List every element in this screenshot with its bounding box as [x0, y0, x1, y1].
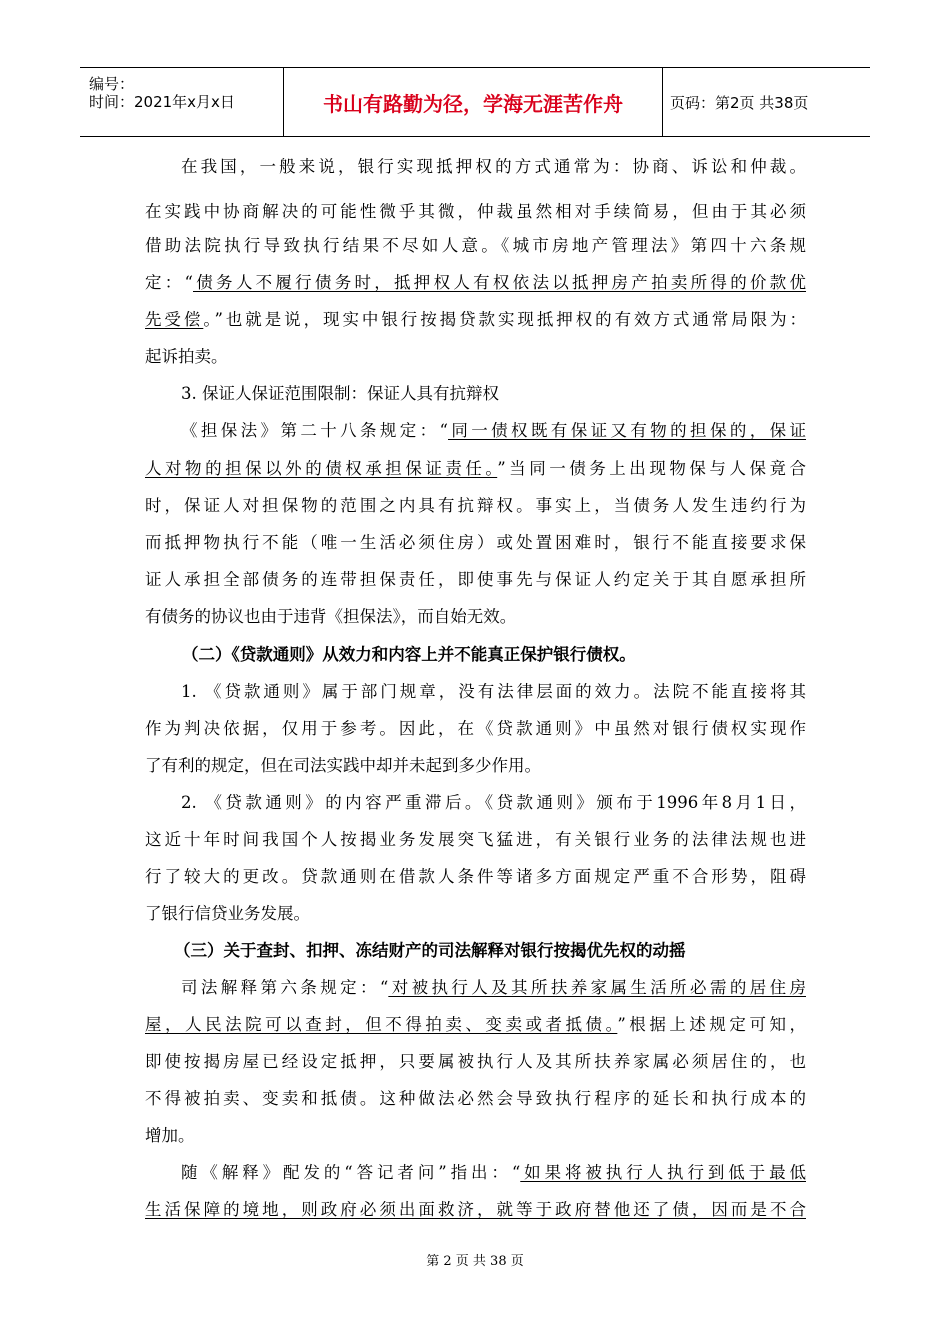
paragraph-line: 而抵押物执行不能（唯一生活必须住房）或处置困难时，银行不能直接要求保: [145, 533, 806, 552]
quoted-law-text: 屋，人民法院可以查封，但不得拍卖、变卖或者抵债。: [145, 1015, 618, 1034]
paragraph-line: 增加。: [145, 1126, 195, 1145]
paragraph-line: 1. 《贷款通则》属于部门规章，没有法律层面的效力。法院不能直接将其: [181, 682, 806, 701]
text-span: 定：“: [145, 273, 193, 292]
paragraph-line: 了银行信贷业务发展。: [145, 904, 310, 923]
text-span: 随《解释》配发的“答记者问”指出：“: [181, 1163, 521, 1182]
paragraph-line: 了有利的规定，但在司法实践中却并未起到多少作用。: [145, 756, 541, 775]
section-heading: （三）关于查封、扣押、冻结财产的司法解释对银行按揭优先权的动摇: [174, 941, 686, 960]
header-page-info: 页码：第2页 共38页: [670, 93, 809, 112]
quoted-law-text: 同一债权既有保证又有物的担保的，保证: [448, 421, 807, 440]
paragraph-line: 借助法院执行导致执行结果不尽如人意。《城市房地产管理法》第四十六条规: [145, 236, 806, 255]
paragraph-line: 作为判决依据，仅用于参考。因此，在《贷款通则》中虽然对银行债权实现作: [145, 719, 806, 738]
paragraph-line: [145, 309, 806, 331]
paragraph-line: [181, 1162, 806, 1184]
paragraph-line: 在实践中协商解决的可能性微乎其微，仲裁虽然相对手续简易，但由于其必须: [145, 202, 806, 221]
paragraph-line: [181, 420, 806, 442]
header-motto: 书山有路勤为径，学海无涯苦作舟: [284, 68, 663, 136]
paragraph-line: 2. 《贷款通则》的内容严重滞后。《贷款通则》颁布于1996年8月1日，: [181, 793, 806, 812]
quoted-law-text: 人对物的担保以外的债权承担保证责任。: [145, 459, 498, 478]
paragraph-line: [145, 1199, 806, 1221]
paragraph-line: 有债务的协议也由于违背《担保法》，而自始无效。: [145, 607, 517, 626]
section-heading: （二）《贷款通则》从效力和内容上并不能真正保护银行债权。: [182, 645, 636, 664]
paragraph-line: 这近十年时间我国个人按揭业务发展突飞猛进，有关银行业务的法律法规也进: [145, 830, 806, 849]
section-subheading: 3. 保证人保证范围限制：保证人具有抗辩权: [181, 384, 499, 403]
text-span: 。”也就是说，现实中银行按揭贷款实现抵押权的有效方式通常局限为：: [203, 310, 807, 329]
quoted-law-text: 先受偿: [145, 310, 204, 329]
paragraph-line: [145, 1014, 806, 1036]
paragraph-line: 起诉拍卖。: [145, 347, 228, 366]
paragraph-line: [145, 272, 806, 294]
paragraph-line: 即使按揭房屋已经设定抵押，只要属被执行人及其所扶养家属必须居住的，也: [145, 1052, 806, 1071]
page-header: [80, 67, 870, 137]
quoted-law-text: 生活保障的境地，则政府必须出面救济，就等于政府替他还了债，因而是不合: [145, 1200, 806, 1219]
paragraph-line: 行了较大的更改。贷款通则在借款人条件等诸多方面规定严重不合形势，阻碍: [145, 867, 806, 886]
text-span: 司法解释第六条规定：“: [181, 978, 389, 997]
header-meta-cell: [80, 68, 284, 136]
document-date-label: 时间：2021年x月x日: [89, 93, 235, 111]
text-span: ”当同一债务上出现物保与人保竟合: [497, 459, 807, 478]
quoted-law-text: 如果将被执行人执行到低于最低: [520, 1163, 806, 1182]
paragraph-line: [181, 977, 806, 999]
page-footer: 第 2 页 共 38 页: [426, 1254, 524, 1269]
paragraph-line: 在我国，一般来说，银行实现抵押权的方式通常为：协商、诉讼和仲裁。: [181, 157, 806, 176]
paragraph-line: 不得被拍卖、变卖和抵债。这种做法必然会导致执行程序的延长和执行成本的: [145, 1089, 806, 1108]
text-span: ”根据上述规定可知，: [617, 1015, 807, 1034]
quoted-law-text: 债务人不履行债务时，抵押权人有权依法以抵押房产拍卖所得的价款优: [193, 273, 807, 292]
document-number-label: 编号：: [89, 75, 135, 93]
quoted-law-text: 对被执行人及其所扶养家属生活所必需的居住房: [388, 978, 806, 997]
text-span: 《担保法》第二十八条规定：“: [181, 421, 448, 440]
paragraph-line: 证人承担全部债务的连带担保责任，即使事先与保证人约定关于其自愿承担所: [145, 570, 806, 589]
paragraph-line: [145, 458, 806, 480]
paragraph-line: 时，保证人对担保物的范围之内具有抗辩权。事实上，当债务人发生违约行为: [145, 496, 806, 515]
